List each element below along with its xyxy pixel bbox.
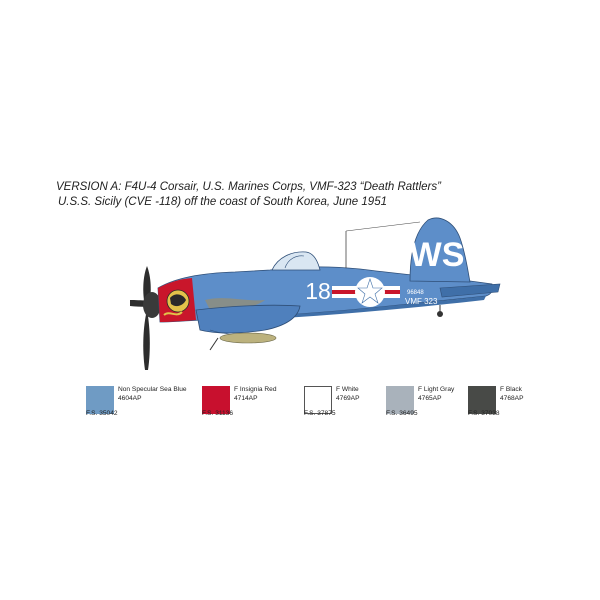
wing — [196, 305, 300, 335]
tail-fin — [410, 218, 470, 282]
side-number: 18 — [305, 278, 331, 304]
swatch-code: 4768AP — [500, 395, 524, 402]
swatch-code: 4604AP — [118, 395, 142, 402]
swatch-fs: F.S. 37875 — [304, 410, 336, 417]
swatch-fs: F.S. 35042 — [86, 410, 118, 417]
swatch-code: 4765AP — [418, 395, 442, 402]
swatch-name: F White — [336, 386, 359, 393]
landing-gear — [210, 338, 218, 350]
swatch-name: Non Specular Sea Blue — [118, 386, 187, 393]
caption-title: VERSION A: F4U-4 Corsair, U.S. Marines Corps, VMF-323 “Death Rattlers” — [56, 181, 441, 193]
swatch-black — [468, 386, 588, 426]
canopy — [272, 252, 320, 270]
swatch-fs: F.S. 31136 — [202, 410, 234, 417]
swatch-name: F Light Gray — [418, 386, 455, 393]
swatch-code: 4769AP — [336, 395, 360, 402]
swatch-sea-blue — [86, 386, 206, 426]
caption-subtitle: U.S.S. Sicily (CVE -118) off the coast of South Korea, June 1951 — [58, 196, 387, 208]
propeller — [130, 266, 162, 370]
swatch-name: F Black — [500, 386, 522, 393]
swatch-name: F Insignia Red — [234, 386, 277, 393]
serial-number: 96848 — [407, 290, 424, 296]
tail-code: WS — [409, 236, 465, 274]
unit-marking: VMF 323 — [405, 297, 438, 306]
swatch-fs: F.S. 37038 — [468, 410, 500, 417]
antenna-wire — [346, 222, 420, 231]
swatch-fs: F.S. 36495 — [386, 410, 418, 417]
swatch-code: 4714AP — [234, 395, 258, 402]
drop-tank — [220, 333, 276, 343]
